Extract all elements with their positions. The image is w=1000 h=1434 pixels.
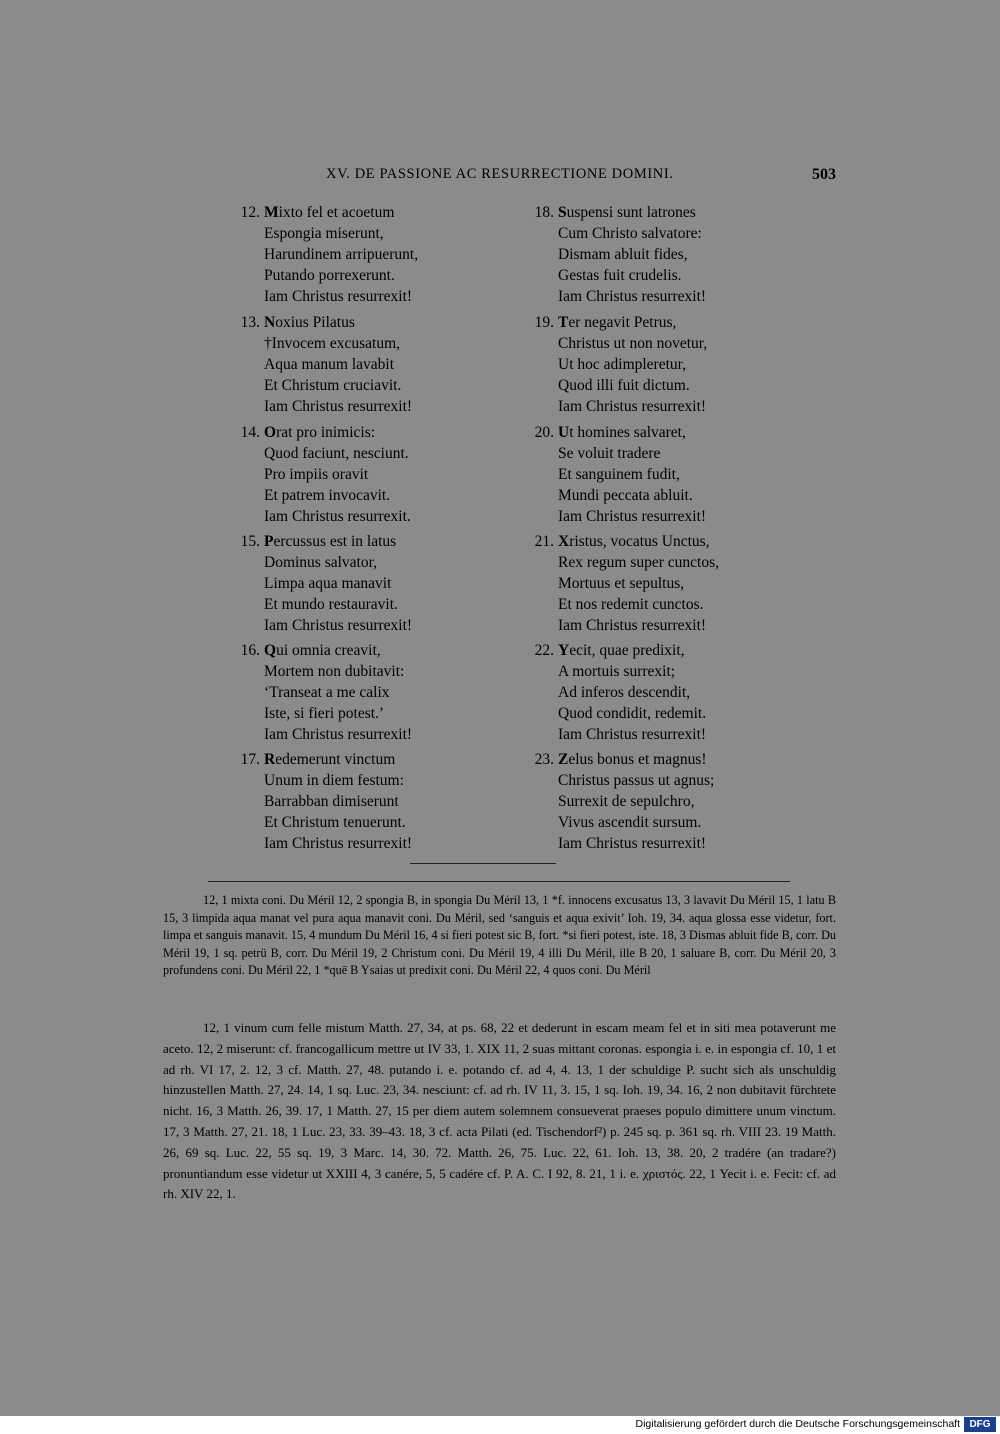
- verse-line: Zelus bonus et magnus!: [558, 751, 707, 768]
- verse-line: Harundinem arripuerunt,: [264, 245, 419, 263]
- apparatus-text: 12, 1 mixta coni. Du Méril 12, 2 spongia B, in spongia Du Méril 13, 1 *f. innocens excusatus 13, 3 lavavit Du Méril 15, 1 latu B 15, 3 limpida aqua manat vel pura aqua manavit coni. Du Méril, sed ‘sanguis et aqua exivit’ Ioh. 19, 34. aqua glossa esse videtur, fort. limpa et sanguis manavit. 15, 4 mundum Du Méril 16, 4 si fieri potest sic B, fort. *si fieri potest, iste. 18, 3 Dismas abluit fide B, corr. Du Méril 19, 1 sq. petrü B, corr. Du Méril 19, 2 Christum coni. Du Méril 19, 4 illi Du Méril, ille B 20, 1 saluare B, corr. Du Méril 20, 3 profundens coni. Du Méril 22, 1 *quē B Ysaias ut predixit coni. Du Méril 22, 4 quos coni. Du Méril: [163, 893, 836, 977]
- verse-line: Vivus ascendit sursum.: [558, 813, 702, 831]
- verse-line: Ut homines salvaret,: [558, 424, 686, 441]
- verse-line: Mortuus et sepultus,: [558, 574, 685, 592]
- verse-line: Ter negavit Petrus,: [558, 314, 677, 331]
- verse-line: Dominus salvator,: [264, 553, 378, 571]
- stanza-16: [240, 641, 413, 746]
- running-title: XV. DE PASSIONE AC RESURRECTIONE DOMINI.: [326, 166, 674, 182]
- verse-line: Ut hoc adimpleretur,: [558, 355, 687, 373]
- verse-line: Gestas fuit crudelis.: [558, 266, 682, 284]
- verse-line: Aqua manum lavabit: [264, 355, 394, 373]
- stanza-15: [240, 532, 413, 637]
- refrain-line: Iam Christus resurrexit!: [558, 725, 707, 743]
- verse-line: Et Christum cruciavit.: [264, 376, 402, 394]
- verse-line: Se voluit tradere: [558, 444, 661, 462]
- commentary-text: 12, 1 vinum cum felle mistum Matth. 27, 34, at ps. 68, 22 et dederunt in escam meam fel et in siti mea potaverunt me aceto. 12, 2 miserunt: cf. francogallicum mettre ut IV 33, 1. XIX 11, 2 suas mittant coronas. espongia i. e. in espongia cf. 10, 1 et ad rh. VI 17, 2. 12, 3 cf. Matth. 27, 48. putando i. e. potando cf. ad 4, 4. 13, 1 der schuldige P. sucht sich als unschuldig hinzustellen Matth. 27, 24. 14, 1 sq. Luc. 23, 34. nesciunt: cf. ad rh. IV 11, 3. 15, 1 sq. Ioh. 19, 34. 16, 2 non dubitavit fürchtete nicht. 16, 3 Matth. 26, 39. 17, 1 Matth. 27, 15 per diem autem solemnem consueverat praeses populo dimittere unum vinctum. 17, 3 Matth. 27, 21. 18, 1 Luc. 23, 33. 39–43. 18, 3 cf. acta Pilati (ed. Tischendorf²) p. 245 sq. p. 361 sq. rh. VIII 23. 19 Matth. 26, 69 sq. Luc. 22, 55 sq. 19, 3 Marc. 14, 30. 72. Matth. 26, 75. Luc. 22, 61. Ioh. 13, 38. 20, 2 tradére (an tradare?) pronuntiandum esse videtur ut XXIII 4, 3 canére, 5, 5 cadére cf. P. A. C. I 92, 8. 21, 1 i. e. χριστός. 22, 1 Yecit i. e. Fecit: cf. ad rh. XIV 22, 1.: [163, 1020, 836, 1202]
- refrain-line: Iam Christus resurrexit!: [558, 834, 707, 852]
- verse-line: Mixto fel et acoetum: [264, 204, 395, 221]
- stanza-number: 21.: [534, 533, 554, 550]
- stanza-number: 13.: [240, 314, 260, 331]
- stanza-number: 20.: [534, 424, 554, 441]
- stanza-number: 12.: [240, 204, 260, 221]
- verse-line: Christus passus ut agnus;: [558, 771, 715, 789]
- refrain-line: Iam Christus resurrexit!: [558, 616, 707, 634]
- verse-line: Cum Christo salvatore:: [558, 224, 702, 242]
- verse-line: Quod faciunt, nesciunt.: [264, 444, 409, 462]
- stanza-23: [534, 750, 715, 855]
- verse-line: Rex regum super cunctos,: [558, 553, 719, 571]
- critical-apparatus: [163, 892, 836, 980]
- verse-line: Limpa aqua manavit: [264, 574, 392, 592]
- stanza-18: [534, 203, 707, 308]
- verse-line: A mortuis surrexit;: [558, 662, 676, 680]
- verse-line: Mortem non dubitavit:: [264, 662, 405, 680]
- funding-notice: Digitalisierung gefördert durch die Deutsche Forschungsgemeinschaft: [635, 1418, 960, 1430]
- end-of-poem-rule: [410, 863, 556, 864]
- verse-line: Ad inferos descendit,: [558, 683, 691, 701]
- stanza-12: [240, 203, 419, 308]
- verse-line: Unum in diem festum:: [264, 771, 404, 789]
- running-head: [0, 166, 1000, 188]
- commentary-notes: [163, 1018, 836, 1205]
- stanza-number: 17.: [240, 751, 260, 768]
- verse-line: Quod condidit, redemit.: [558, 704, 707, 722]
- verse-line: Et patrem invocavit.: [264, 486, 391, 504]
- refrain-line: Iam Christus resurrexit!: [558, 287, 707, 305]
- verse-line: Et mundo restauravit.: [264, 595, 398, 613]
- stanza-19: [534, 313, 708, 418]
- verse-line: Quod illi fuit dictum.: [558, 376, 690, 394]
- stanza-17: [240, 750, 413, 855]
- stanza-21: [534, 532, 719, 637]
- stanza-number: 22.: [534, 642, 554, 659]
- dfg-logo: DFG: [964, 1417, 996, 1432]
- verse-line: Percussus est in latus: [264, 533, 397, 550]
- refrain-line: Iam Christus resurrexit!: [264, 616, 413, 634]
- stanza-number: 16.: [240, 642, 260, 659]
- verse-line: Iste, si fieri potest.’: [264, 704, 385, 722]
- verse-line: Et Christum tenuerunt.: [264, 813, 406, 831]
- stanza-number: 23.: [534, 751, 554, 768]
- refrain-line: Iam Christus resurrexit!: [558, 507, 707, 525]
- verse-line: Barrabban dimiserunt: [264, 792, 399, 810]
- stanza-number: 15.: [240, 533, 260, 550]
- stanza-14: [240, 423, 411, 528]
- refrain-line: Iam Christus resurrexit.: [264, 507, 411, 525]
- refrain-line: Iam Christus resurrexit!: [264, 834, 413, 852]
- verse-line: Qui omnia creavit,: [264, 642, 381, 659]
- stanza-number: 19.: [534, 314, 554, 331]
- verse-line: Dismam abluit fides,: [558, 245, 688, 263]
- verse-line: Et sanguinem fudit,: [558, 465, 680, 483]
- refrain-line: Iam Christus resurrexit!: [264, 725, 413, 743]
- verse-line: Redemerunt vinctum: [264, 751, 396, 768]
- verse-line: Xristus, vocatus Unctus,: [558, 533, 710, 550]
- page-number: 503: [812, 166, 836, 183]
- refrain-line: Iam Christus resurrexit!: [558, 397, 707, 415]
- stanza-20: [534, 423, 707, 528]
- verse-line: Suspensi sunt latrones: [558, 204, 696, 221]
- verse-line: Christus ut non novetur,: [558, 334, 708, 352]
- verse-line: Noxius Pilatus: [264, 314, 355, 331]
- verse-line: †Invocem excusatum,: [264, 334, 401, 352]
- verse-line: Mundi peccata abluit.: [558, 486, 693, 504]
- verse-line: Espongia miserunt,: [264, 224, 384, 242]
- refrain-line: Iam Christus resurrexit!: [264, 287, 413, 305]
- footer-bar: [0, 1416, 1000, 1434]
- stanza-number: 14.: [240, 424, 260, 441]
- apparatus-rule: [208, 881, 790, 882]
- verse-line: Pro impiis oravit: [264, 465, 369, 483]
- verse-line: Surrexit de sepulchro,: [558, 792, 695, 810]
- refrain-line: Iam Christus resurrexit!: [264, 397, 413, 415]
- stanza-22: [534, 641, 707, 746]
- verse-line: Yecit, quae predixit,: [558, 642, 685, 659]
- stanza-13: [240, 313, 413, 418]
- verse-line: Putando porrexerunt.: [264, 266, 395, 284]
- stanza-number: 18.: [534, 204, 554, 221]
- verse-line: Et nos redemit cunctos.: [558, 595, 704, 613]
- verse-line: ‘Transeat a me calix: [264, 683, 390, 701]
- verse-line: Orat pro inimicis:: [264, 424, 376, 441]
